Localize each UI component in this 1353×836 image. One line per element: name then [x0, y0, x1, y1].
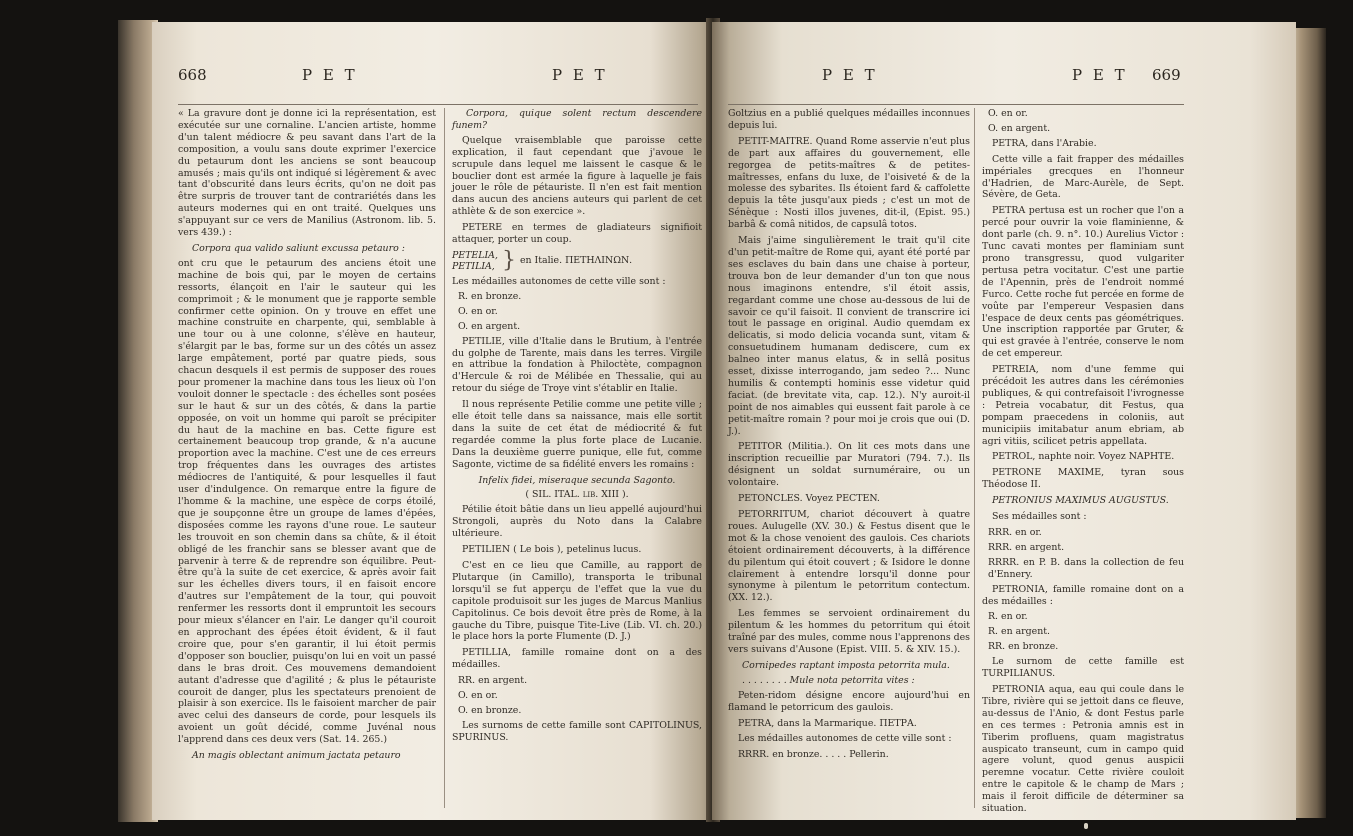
paragraph: Les surnoms de cette famille sont CAPITOLINUS, SPURINUS. — [452, 719, 702, 743]
medal-line: RRR. en or. — [988, 527, 1042, 538]
petelia-location: en Italie. ΠΕΤΗΛΙΝΩΝ. — [519, 255, 633, 267]
page-number-right: 669 — [1152, 66, 1181, 84]
medal-line: R. en bronze. — [458, 290, 522, 302]
running-head-left-col1: P E T — [302, 66, 358, 84]
page-number-left: 668 — [178, 66, 207, 84]
right-column-1 — [728, 108, 970, 765]
medal-line: O. en or. — [988, 108, 1028, 119]
paragraph: « La gravure dont je donne ici la représentation, est exécutée sur une cornaline. L'ancien artiste, homme d'un talent médiocre & peu savant dans l'art de la composition, a voulu sans doute exprimer l'exercice du petaurum dont les anciens se sont beaucoup amusés ; mais qu'ils ont indiqué si légèrement & avec tant d'obscurité dans leurs écrits, qu'on ne doit pas être surpris de trouver tant de contrariétés dans les auteurs modernes qui en ont traité. Quelques uns s'appuyant sur ce vers de Manilius (Astronom. lib. 5. vers 439.) : — [178, 108, 436, 239]
latin-verse: . . . . . . . . Mule nota petorrita vites : — [742, 674, 915, 686]
left-page — [152, 22, 718, 820]
paragraph: Pétilie étoit bâtie dans un lieu appellé aujourd'hui Strongoli, auprès du Noto dans la Calabre ultérieure. — [452, 504, 702, 540]
paragraph: Quelque vraisemblable que paroisse cette explication, il faut cependant que j'avoue le scrupule dans lequel me laissent le casque & le bouclier dont est armée la figure à laquelle je fais jouer le rôle de pétauriste. Il n'en est fait mention dans aucun des anciens auteurs qui parlent de cet athlète & de son exercice ». — [452, 134, 702, 218]
name-petelia: PETELIA, — [452, 249, 498, 261]
paragraph: Goltzius en a publié quelques médailles inconnues depuis lui. — [728, 108, 970, 131]
medal-line: R. en or. — [988, 611, 1028, 623]
paragraph: Cette ville a fait frapper des médailles impériales grecques en l'honneur d'Hadrien, de Marc-Aurèle, de Sept. Sévère, de Geta. — [982, 153, 1184, 201]
latin-verse: Corpora qua valido saliunt excussa petauro : — [192, 242, 405, 254]
paragraph: Peten-ridom désigne encore aujourd'hui en flamand le petorricum des gaulois. — [728, 689, 970, 713]
entry-petra: PETRA, dans la Marmarique. ΠΕΤΡΑ. — [738, 717, 917, 729]
medal-line: O. en bronze. — [458, 704, 522, 716]
running-head-right-col1: P E T — [822, 66, 878, 84]
petelia-names — [452, 250, 498, 272]
entry-petit-maitre: PETIT-MAITRE. Quand Rome asservie n'eut plus de part aux affaires du gouvernement, elle regorgea de petits-maîtres & de petites-maîtresses, enfans du luxe, de l'oisiveté & de la molesse des sybarites. Ils étoient fard & caffolette depuis la tête jusqu'aux pieds ; c'est un mot de Sénèque : Nosti illos juvenes, dit-il, (Epist. 95.) barbâ & comâ nitidos, de capsulâ totos. — [728, 135, 970, 231]
entry-petrone-maxime: PETRONE MAXIME, tyran sous Théodose II. — [982, 467, 1184, 491]
medal-line: O. en argent. — [458, 320, 521, 332]
paragraph: C'est en ce lieu que Camille, au rapport de Plutarque (in Camillo), transporta le tribunal lorsqu'il se fut apperçu de l'effet que la vue du capitole produisoit sur les juges de Marcus Manlius Capitolinus. Ce bois devoit être près de Rome, à la gauche du Tibre, puisque Tite-Live (Lib. VI. ch. 20.) le place hors la porte Flumente (D. J.) — [452, 560, 702, 643]
left-column-1 — [178, 108, 436, 765]
medal-line: O. en or. — [458, 690, 498, 702]
entry-petra-arabie: PETRA, dans l'Arabie. — [992, 137, 1097, 149]
paragraph: Les médailles autonomes de cette ville sont : — [738, 733, 952, 745]
latin-verse: Infelix fidei, miseraque secunda Sagonto. — [478, 474, 676, 486]
entry-petorritum: PETORRITUM, chariot découvert à quatre roues. Aulugelle (XV. 30.) & Festus disent que le mot & la chose venoient des gaulois. Ces chariots étoient ordinairement découverts, à la différence du pilentum qui étoit couvert ; & Isidore le donne clairement à entendre lorsqu'il donne pour synonyme à pilentum le petorritum contectum. (XX. 12.). — [728, 509, 970, 604]
medal-line: R. en argent. — [988, 626, 1050, 638]
latin-verse: Corpora, quique solent rectum descendere funem? — [452, 108, 702, 131]
entry-petillia: PETILLIA, famille romaine dont on a des médailles. — [452, 647, 702, 671]
medal-line: RRRR. en P. B. dans la collection de feu d'Ennery. — [988, 556, 1184, 580]
entry-petilie: PETILIE, ville d'Italie dans le Brutium, à l'entrée du golphe de Tarente, mais dans les terres. Virgile en attribue la fondation à Philoctète, compagnon d'Hercule & roi de Mélibée en Thessalie, qui au retour du siége de Troye vint s'établir en Italie. — [452, 335, 702, 395]
medal-line: RRRR. en bronze. . . . . Pellerin. — [738, 749, 889, 761]
name-petilia: PETILIA, — [452, 260, 495, 272]
entry-petilien: PETILIEN ( Le bois ), petelinus lucus. — [462, 544, 642, 556]
medal-line: O. en argent. — [988, 122, 1051, 134]
header-rule-left — [178, 104, 698, 105]
right-column-2 — [982, 108, 1184, 819]
paragraph: ont cru que le petaurum des anciens étoit une machine de bois qui, par le moyen de certains ressorts, élançoit en l'air le sauteur qui les comprimoit ; & le monument que je rapporte semble confirmer cette opinion. On y trouve en effet une machine construite en charpente, qui, semblable à une tour ou à une colonne, s'élève en hauteur, s'élargit par le bas, forme sur un des côtés un assez large empâtement, porté par quatre pieds, sous chacun desquels il est permis de supposer des roues pour promener la machine dans tous les lieux où l'on vouloit donner le spectacle : des échelles sont posées sur le haut & sur un des côtés, & dans la partie opposée, on voit un homme qui paroît se précipiter du haut de la machine en bas. Cette figure est certainement beaucoup trop grande, & n'a aucune proportion avec la machine. C'est une de ces erreurs trop fréquentes dans les ouvrages des artistes médiocres de l'antiquité, & pour lesquelles il faut user d'indulgence. On remarque entre la figure de l'homme & la machine, une espèce de corps étoilé, que je soupçonne être un groupe de lames d'épées, disposées comme les rayons d'une roue. Le sauteur les trouvoit en son chemin dans sa chûte, & il étoit obligé de les franchir sans se blesser avant que de parvenir à terre & de reprendre son équilibre. Peut-être qu'à la suite de cet exercice, & après avoir fait sur les échelles divers tours, il en faisoit encore d'autres sur l'empâtement de la tour, qui pouvoit renfermer les ressorts dont il empruntoit les secours pour mieux s'élancer en l'air. Le danger qu'il couroit en approchant des épées étoit évident, & il faut croire que, pour s'en garantir, il lui étoit permis d'opposer son bouclier, puisqu'on lui en voit un passé dans le bras droit. Ces mouvemens demandoient autant d'adresse que d'agilité ; & plus le pétauriste couroit de danger, plus les spectateurs prenoient de plaisir à son exercice. Ils le faisoient marcher de pair avec celui des danseurs de corde, pour lesquels ils avoient un goût décidé, comme Juvénal nous l'apprend dans ces deux vers (Sat. 14. 265.) — [178, 257, 436, 746]
right-page — [712, 22, 1296, 820]
entry-petronia: PETRONIA, famille romaine dont on a des médailles : — [982, 583, 1184, 607]
paragraph: Le surnom de cette famille est TURPILIANUS. — [982, 656, 1184, 680]
entry-petitor: PETITOR (Militia.). On lit ces mots dans une inscription recueillie par Muratori (794. 7.). Ils désignent un soldat surnuméraire, ou un volontaire. — [728, 441, 970, 489]
paragraph: Les femmes se servoient ordinairement du pilentum & les hommes du petorritum qui étoit traîné par des mules, comme nous l'apprenons des vers suivans d'Ausone (Epist. VIII. 5. & XIV. 15.). — [728, 608, 970, 655]
latin-verse: An magis oblectant animum jactata petauro — [192, 750, 401, 762]
page-mark — [1084, 823, 1088, 829]
column-divider — [444, 108, 445, 808]
brace-symbol: } — [501, 247, 516, 273]
entry-petronia-aqua: PETRONIA aqua, eau qui coule dans le Tibre, rivière qui se jettoit dans ce fleuve, au-dessus de l'Anio, & dont Festus parle en ces termes : Petronia amnis est in Tiberim profluens, quam magistratus auspicato transeunt, cum in campo quid agere volunt, quod genus auspicii peremne vocatur. Cette rivière couloit entre le capitole & le champ de Mars ; mais il feroit difficile de déterminer sa situation. — [982, 683, 1184, 815]
citation: ( SIL. ITAL. lib. XIII ). — [525, 489, 629, 501]
column-divider — [974, 108, 975, 808]
latin-verse: Cornipedes raptant imposta petorrita mula. — [742, 659, 950, 671]
header-rule-right — [728, 104, 1184, 105]
entry-petrol: PETROL, naphte noir. Voyez NAPHTE. — [992, 451, 1175, 463]
medal-line: O. en or. — [458, 305, 498, 317]
medal-line: RR. en argent. — [458, 675, 528, 687]
entry-petelia — [452, 247, 702, 273]
paragraph: Ses médailles sont : — [992, 511, 1087, 523]
entry-petra-pertusa: PETRA pertusa est un rocher que l'on a percé pour ouvrir la voie flaminienne, & dont parle (ch. 9. n°. 10.) Aurelius Victor : Tunc cavati montes per flaminiam sunt prono transgressu, quod vulgariter pertusa petra vocitatur. C'est une partie de l'Apennin, près de l'endroit nommé Furco. Cette roche fut percée en forme de voûte par l'empereur Vespasien dans l'espace de deux cents pas géométriques. Une inscription rapportée par Gruter, & qui est gravée à l'entrée, conserve le nom de cet empereur. — [982, 205, 1184, 360]
medal-line: RRR. en argent. — [988, 541, 1065, 553]
medal-line: RR. en bronze. — [988, 641, 1059, 653]
entry-petoncles: PETONCLES. Voyez PECTEN. — [738, 493, 880, 505]
paragraph: Il nous représente Petilie comme une petite ville ; elle étoit telle dans sa naissance, mais elle sortit dans la suite de cet état de médiocrité & fut regardée comme la plus forte place de Lucanie. Dans la deuxième guerre punique, elle fut, comme Sagonte, victime de sa fidélité envers les romains : — [452, 399, 702, 470]
left-column-2 — [452, 108, 702, 748]
paragraph: Les médailles autonomes de cette ville sont : — [452, 275, 666, 287]
running-head-right-col2: P E T — [1072, 66, 1128, 84]
running-head-left-col2: P E T — [552, 66, 608, 84]
entry-petreia: PETREIA, nom d'une femme qui précédoit les autres dans les cérémonies publiques, & qui contrefaisoit l'ivrognesse : Petreia vocabatur, dit Festus, qua pompam praecedens in coloniis, aut municipiis imitabatur anum ebriam, ab agri vitiis, scilicet petris appellata. — [982, 364, 1184, 447]
entry-petere: PETERE en termes de gladiateurs signifioit attaquer, porter un coup. — [452, 222, 702, 246]
paragraph: Mais j'aime singulièrement le trait qu'il cite d'un petit-maître de Rome qui, ayant été porté par ses esclaves du bain dans une chaise à porteur, trouva bon de leur demander d'un ton que nous nous imaginons entendre, s'il étoit assis, regardant comme une chose au-dessous de lui de savoir ce qu'il faisoit. Il convient de transcrire ici tout le passage en original. Audio quemdam ex delicatis, si modo delicia vocanda sunt, vitam & consuetudinem humanam dediscere, cum ex balneo inter manus elatus, & in sellâ positus esset, dixisse interrogando, jam sedeo ?... Nunc humilis & contempti hominis esse videtur quid faciat. (de brevitate vita, cap. 12.). N'y auroit-il point de nos aimables qui eussent fait parole à ce petit-maître romain ? pour moi je crois que oui (D. J.). — [728, 235, 970, 437]
emperor-name: PETRONIUS MAXIMUS AUGUSTUS. — [992, 495, 1169, 507]
